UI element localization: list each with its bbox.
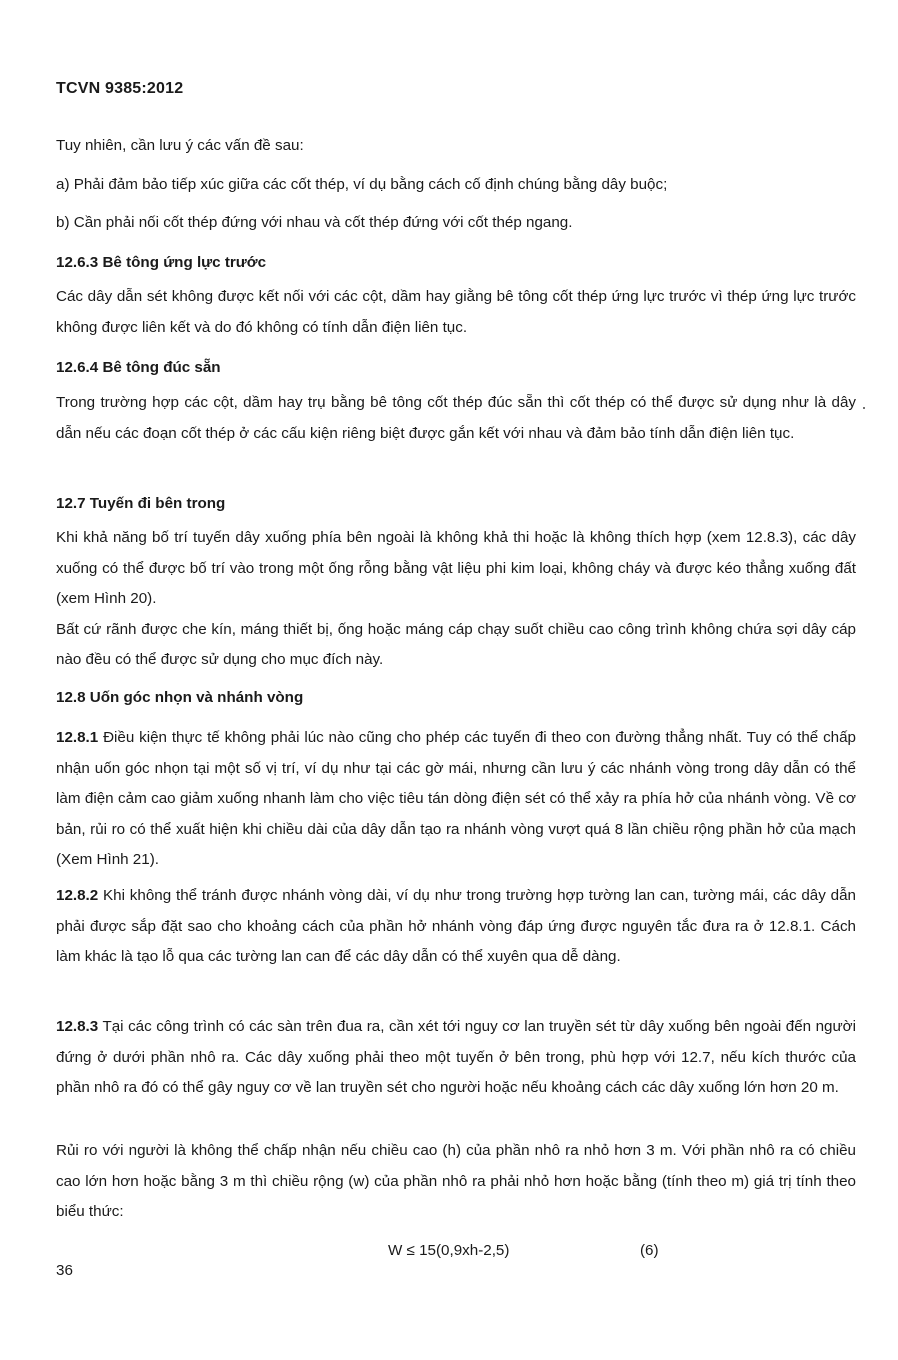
paragraph-12-8-3	[56, 1012, 856, 1104]
intro-item-a: a) Phải đảm bảo tiếp xúc giữa các cốt thép, ví dụ bằng cách cố định chúng bằng dây buộc;	[56, 176, 668, 193]
paragraph-12-7-2: Bất cứ rãnh được che kín, máng thiết bị, ống hoặc máng cáp chạy suốt chiều cao công trình không chứa sợi dây cáp nào đều có thể được sử dụng cho mục đích này.	[56, 620, 856, 668]
intro-lead: Tuy nhiên, cần lưu ý các vấn đề sau:	[56, 137, 304, 154]
paragraph-12-8-1-block	[56, 723, 856, 876]
formula-expression: W ≤ 15(0,9xh-2,5)	[388, 1242, 510, 1259]
paragraph-12-6-3: Các dây dẫn sét không được kết nối với các cột, dầm hay giằng bê tông cốt thép ứng lực trước vì thép ứng lực trước không được liên kết và do đó không có tính dẫn điện liên tục.	[56, 288, 856, 336]
paragraph-12-8-3-block	[56, 1012, 856, 1104]
intro-item-a-block	[56, 170, 856, 201]
heading-12-6-3: 12.6.3 Bê tông ứng lực trước	[56, 254, 267, 271]
heading-12-8: 12.8 Uốn góc nhọn và nhánh vòng	[56, 689, 304, 706]
intro-section	[56, 131, 856, 162]
paragraph-12-8-3-cont-block	[56, 1136, 856, 1228]
paragraph-12-8-2-text: Khi không thể tránh được nhánh vòng dài, ví dụ như trong trường hợp tường lan can, tường mái, các dây dẫn phải được sắp đặt sao cho khoảng cách của phần hở nhánh vòng đáp ứng được nguyên tắc đưa ra ở 12.8.1. Cách làm khác là tạo lỗ qua các tường lan can để các dây dẫn có thể xuyên qua dễ dàng.	[56, 887, 856, 965]
paragraph-12-6-4: Trong trường hợp các cột, dầm hay trụ bằng bê tông cốt thép đúc sẵn thì cốt thép có thể được sử dụng như là dây dẫn nếu các đoạn cốt thép ở các cấu kiện riêng biệt được gắn kết với nhau và đảm bảo tính dẫn điện liên tục.	[56, 394, 856, 442]
heading-12-6-4: 12.6.4 Bê tông đúc sẵn	[56, 359, 221, 376]
intro-item-b-block	[56, 208, 856, 239]
section-12-6-4-body	[56, 388, 856, 449]
scan-speck	[863, 407, 865, 409]
clause-number-12-8-3: 12.8.3	[56, 1018, 99, 1035]
paragraph-12-8-2-block	[56, 881, 856, 973]
paragraph-12-7-1: Khi khả năng bố trí tuyến dây xuống phía bên ngoài là không khả thi hoặc là không thích hợp (xem 12.8.3), các dây xuống có thể được bố trí vào trong một ống rỗng bằng vật liệu phi kim loại, không cháy và được kéo thẳng xuống đất (xem Hình 20).	[56, 529, 856, 607]
paragraph-12-8-2	[56, 881, 856, 973]
intro-item-b: b) Cần phải nối cốt thép đứng với nhau và cốt thép đứng với cốt thép ngang.	[56, 214, 573, 231]
standard-code: TCVN 9385:2012	[56, 80, 184, 97]
paragraph-12-8-1-text: Điều kiện thực tế không phải lúc nào cũng cho phép các tuyến đi theo con đường thẳng nhất. Tuy có thể chấp nhận uốn góc nhọn tại một số vị trí, ví dụ như tại các gờ mái, nhưng cần lưu ý các nhánh vòng trong dây dẫn có thể làm điện cảm cao giảm xuống nhanh làm cho việc tiêu tán dòng điện sét có thể xảy ra phía hở của nhánh vòng. Về cơ bản, rủi ro có thể xuất hiện khi chiều dài của dây dẫn tạo ra nhánh vòng vượt quá 8 lần chiều rộng phần hở của mạch (Xem Hình 21).	[56, 729, 856, 868]
paragraph-12-8-3-continued: Rủi ro với người là không thể chấp nhận nếu chiều cao (h) của phần nhô ra nhỏ hơn 3 m. Với phần nhô ra có chiều cao lớn hơn hoặc bằng 3 m thì chiều rộng (w) của phần nhô ra phải nhỏ hơn hoặc bằng (tính theo m) giá trị tính theo biểu thức:	[56, 1142, 856, 1220]
section-12-6-3-body	[56, 282, 856, 343]
clause-number-12-8-1: 12.8.1	[56, 729, 99, 746]
clause-number-12-8-2: 12.8.2	[56, 887, 99, 904]
paragraph-12-8-3-text: Tại các công trình có các sàn trên đua ra, cần xét tới nguy cơ lan truyền sét từ dây xuống bên ngoài đến người đứng ở dưới phần nhô ra. Các dây xuống phải theo một tuyến ở bên trong, phù hợp với 12.7, nếu kích thước của phần nhô ra đó có thể gây nguy cơ về lan truyền sét cho người hoặc nếu khoảng cách các dây xuống lớn hơn 20 m.	[56, 1018, 856, 1096]
paragraph-12-8-1	[56, 723, 856, 876]
heading-12-7: 12.7 Tuyến đi bên trong	[56, 495, 226, 512]
formula-number: (6)	[640, 1242, 659, 1259]
page-number: 36	[56, 1262, 73, 1279]
section-12-7-body	[56, 523, 856, 676]
